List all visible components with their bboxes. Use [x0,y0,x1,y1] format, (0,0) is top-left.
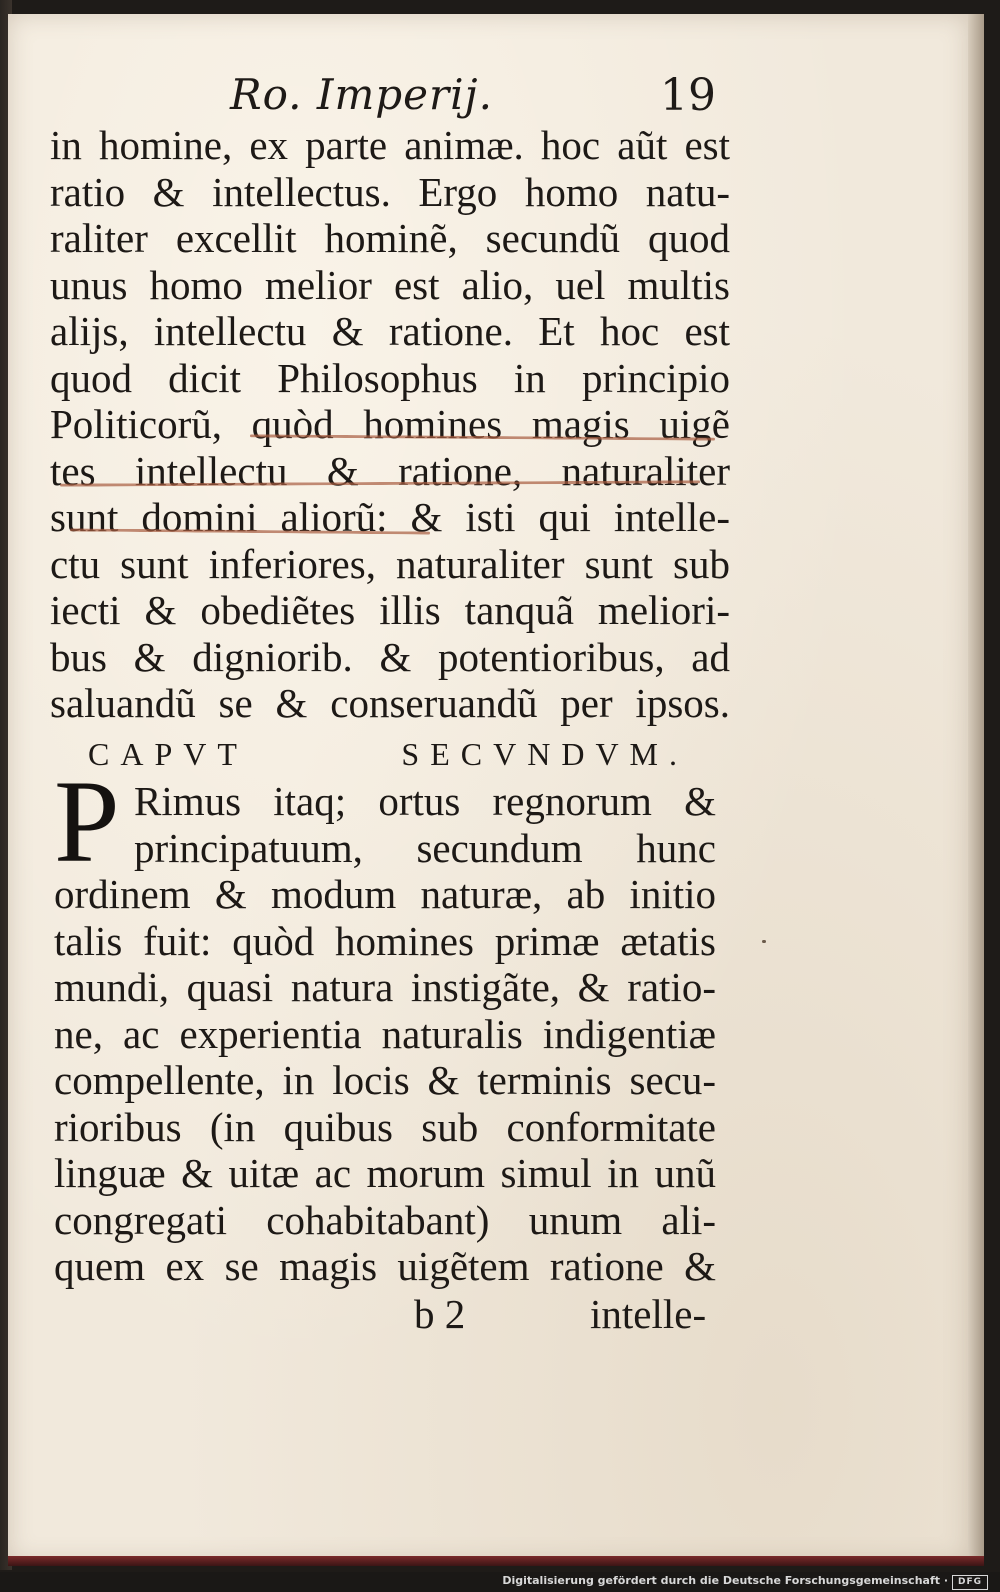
text-line: mundi, quasi natura instigãte, & ratio- [54,964,716,1010]
page-fore-edge [968,14,984,1562]
text-line: ratio & intellectus. Ergo homo natu- [50,168,730,215]
text-line: saluandũ se & conseruandũ per ipsos. [50,680,730,726]
text-line: talis fuit: quòd homines primæ ætatis [54,917,716,964]
text-line: quod dicit Philosophus in principio [50,354,730,401]
text-line: rioribus (in quibus sub conformitate [54,1103,716,1150]
text-line: Rimus itaq; ortus regnorum & [134,778,716,824]
chapter-paragraph [54,778,716,1290]
page-number: 19 [660,70,716,121]
text-line: quem ex se magis uigẽtem ratione & [54,1243,716,1289]
text-line: iecti & obediẽtes illis tanquã meliori- [50,587,730,633]
text-line: principatuum, secundum hunc [134,824,716,871]
digitization-footer [0,1572,1000,1592]
text-line: sunt domini aliorũ: & isti qui intelle- [50,494,730,540]
catchword: intelle- [590,1291,707,1337]
drop-cap: P [54,756,120,887]
text-line: ne, ac experientia naturalis indigentiæ [54,1010,716,1057]
text-line: bus & digniorib. & potentioribus, ad [50,633,730,680]
paper-speck [762,940,766,943]
page-header [230,70,730,120]
text-line: raliter excellit hominẽ, secundũ quod [50,215,730,261]
text-line: alijs, intellectu & ratione. Et hoc est [50,308,730,354]
text-line: congregati cohabitabant) unum ali- [54,1196,716,1243]
text-line: linguæ & uitæ ac morum simul in unũ [54,1150,716,1196]
text-line: tes intellectu & ratione, naturaliter [50,447,730,494]
running-title: Ro. Imperij. [230,70,493,119]
text-line: ctu sunt inferiores, naturaliter sunt sub [50,540,730,587]
chapter-heading: CAPVT SECVNDVM. [88,736,688,772]
signature-mark: b 2 [414,1291,466,1337]
text-line: ordinem & modum naturæ, ab initio [54,871,716,917]
text-line: in homine, ex parte animæ. hoc aũt est [50,122,730,168]
text-line: Politicorũ, quòd homines magis uigẽ [50,401,730,447]
red-binding-edge [8,1556,984,1566]
text-line: compellente, in locis & terminis secu- [54,1057,716,1103]
body-paragraph [50,122,730,727]
funding-credit: Digitalisierung gefördert durch die Deutsche Forschungsgemeinschaft · [502,1574,948,1587]
dfg-logo-icon: DFG [952,1575,988,1590]
text-line: unus homo melior est alio, uel multis [50,261,730,308]
